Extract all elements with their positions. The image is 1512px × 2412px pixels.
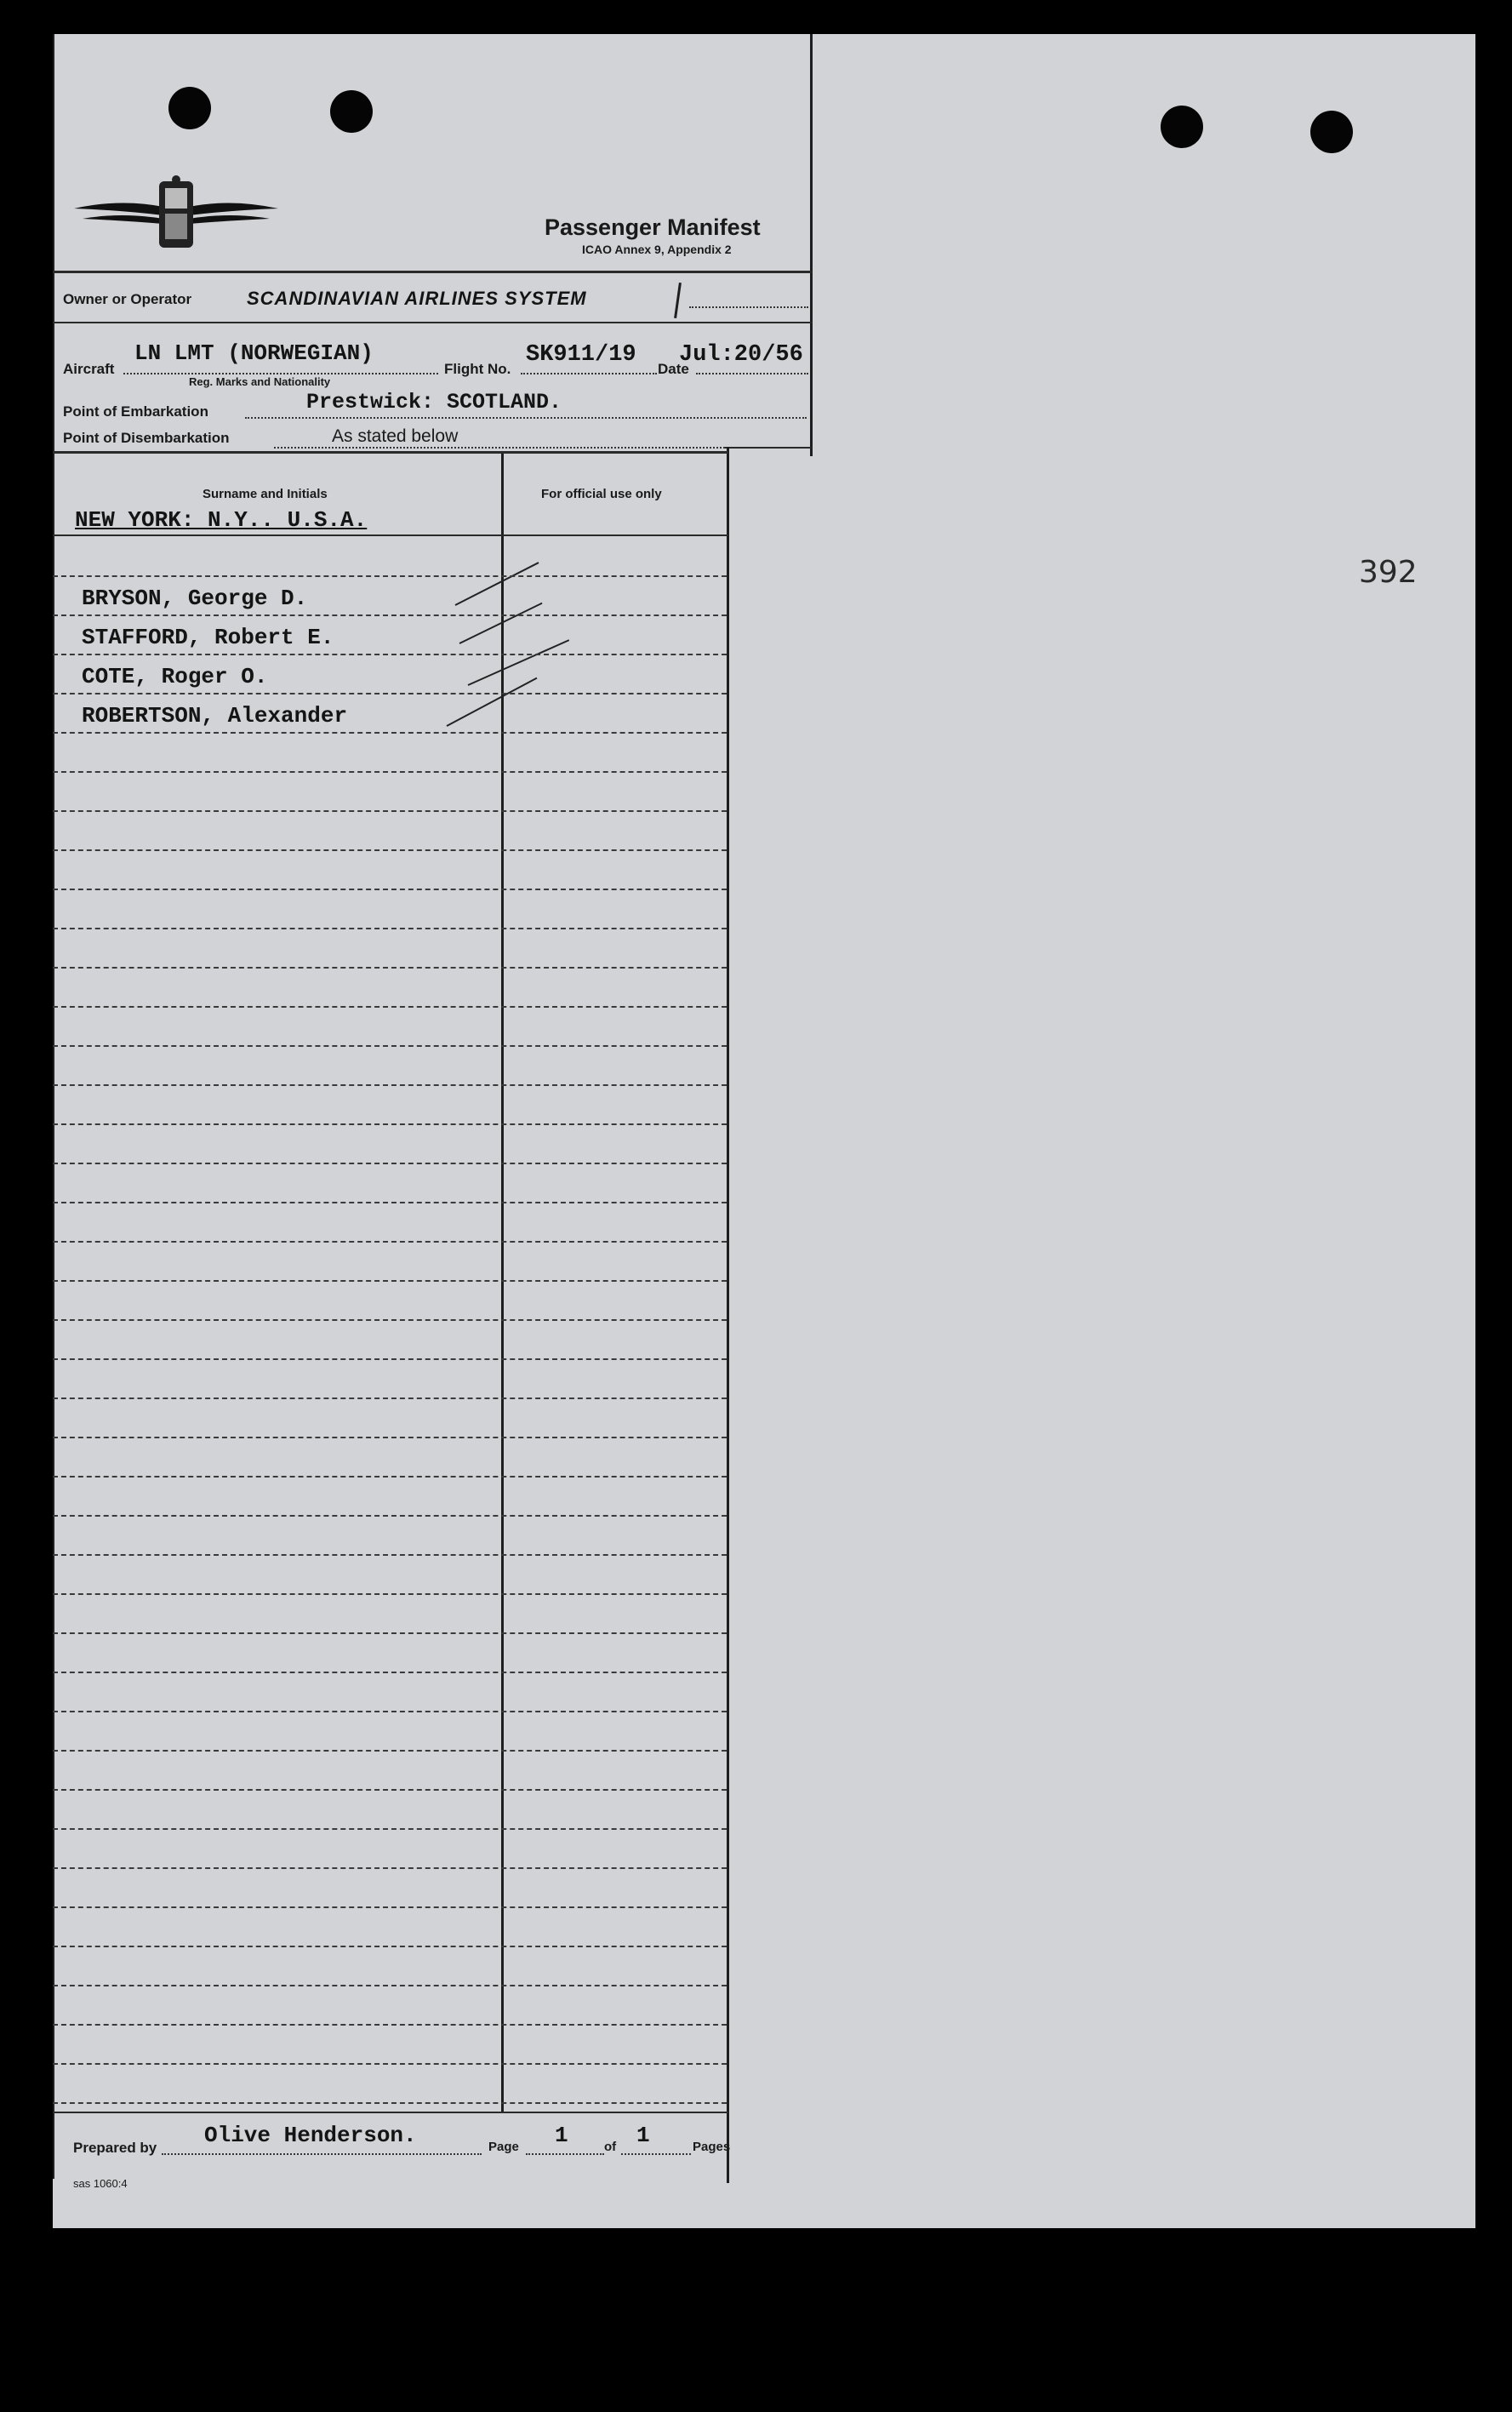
punch-hole [330,90,373,133]
table-row-line [53,1906,727,1908]
passenger-name: ROBERTSON, Alexander [82,703,348,729]
table-row-line [53,1358,727,1360]
manifest-subtitle: ICAO Annex 9, Appendix 2 [582,243,732,256]
passenger-name: BRYSON, George D. [82,586,308,611]
table-row-line [53,1319,727,1321]
owner-value: SCANDINAVIAN AIRLINES SYSTEM [247,288,587,309]
total-pages-value: 1 [636,2123,650,2148]
table-column-divider [501,454,504,2112]
punch-hole [168,87,211,129]
destination-value: NEW YORK: N.Y.. U.S.A. [75,507,368,533]
aircraft-fill-line [123,373,438,374]
table-row-line [53,1554,727,1556]
page-value: 1 [555,2123,568,2148]
table-row-line [53,1672,727,1673]
table-row-line [53,1632,727,1634]
table-row-line [53,654,727,655]
aircraft-label: Aircraft [63,361,115,377]
form-left-border [53,34,54,2179]
table-row-line [53,1241,727,1243]
table-row-line [53,1280,727,1282]
punch-hole [1161,106,1203,148]
date-fill-line [696,373,808,374]
disembarkation-value: As stated below [332,426,459,446]
table-row-line [53,849,727,851]
table-row-line [53,1006,727,1008]
table-row-line [53,1163,727,1164]
table-row-line [53,889,727,890]
disembarkation-fill-line [274,447,725,449]
embarkation-label: Point of Embarkation [63,403,208,420]
flight-value: SK911/19 [526,342,636,368]
form-body-right-border [727,447,729,2183]
table-row-line [53,614,727,616]
aircraft-value: LN LMT (NORWEGIAN) [134,340,374,366]
disembarkation-label: Point of Disembarkation [63,430,230,446]
total-fill-line [621,2153,691,2155]
owner-fill-line [689,306,808,308]
sas-logo-icon [70,174,282,260]
prepared-fill-line [162,2153,482,2155]
form-code: sas 1060:4 [73,2177,128,2190]
table-row-line [53,1867,727,1869]
table-row-line [53,1476,727,1477]
table-row-line [53,1750,727,1752]
header-row-line [53,534,728,536]
table-row-line [53,1437,727,1438]
table-row-line [53,1515,727,1517]
table-row-line [53,1202,727,1203]
table-row-line [53,1123,727,1125]
page-label: Page [488,2140,519,2154]
of-label: of [604,2140,617,2154]
table-row-line [53,2063,727,2065]
table-row-line [53,2102,727,2104]
page-fill-line [526,2153,604,2155]
reg-marks-note: Reg. Marks and Nationality [189,375,331,388]
prepared-label: Prepared by [73,2140,157,2156]
table-row-line [53,575,727,577]
punch-hole [1310,111,1353,153]
table-row-line [53,2024,727,2026]
embarkation-value: Prestwick: SCOTLAND. [306,390,562,414]
table-row-line [53,1828,727,1830]
passenger-name: STAFFORD, Robert E. [82,625,334,650]
table-row-line [53,810,727,812]
form-header-bottom-border [725,447,812,449]
table-row-line [53,1789,727,1791]
date-value: Jul:20/56 [679,342,803,368]
form-header-right-border [810,34,813,456]
table-row-line [53,1946,727,1947]
table-row-line [53,1985,727,1986]
prepared-value: Olive Henderson. [204,2123,417,2148]
col-header-names: Surname and Initials [203,487,328,501]
table-row-line [53,928,727,929]
date-label: Date [658,361,689,377]
embarkation-fill-line [245,417,807,419]
pages-label: Pages [693,2140,731,2154]
table-row-line [53,967,727,969]
table-row-line [53,1711,727,1712]
flight-fill-line [521,373,657,374]
col-header-official: For official use only [541,487,662,501]
header-divider [53,271,812,273]
manifest-title: Passenger Manifest [545,214,761,240]
table-row-line [53,771,727,773]
table-row-line [53,1045,727,1047]
table-bottom-border [53,2112,728,2113]
owner-divider [53,322,812,323]
table-row-line [53,1593,727,1595]
table-row-line [53,693,727,694]
table-row-line [53,1084,727,1086]
table-row-line [53,1397,727,1399]
flight-label: Flight No. [444,361,511,377]
stamp-number: 392 [1359,555,1418,590]
passenger-name: COTE, Roger O. [82,664,268,689]
table-row-line [53,732,727,734]
table-top-border [53,451,728,454]
owner-label: Owner or Operator [63,291,192,307]
